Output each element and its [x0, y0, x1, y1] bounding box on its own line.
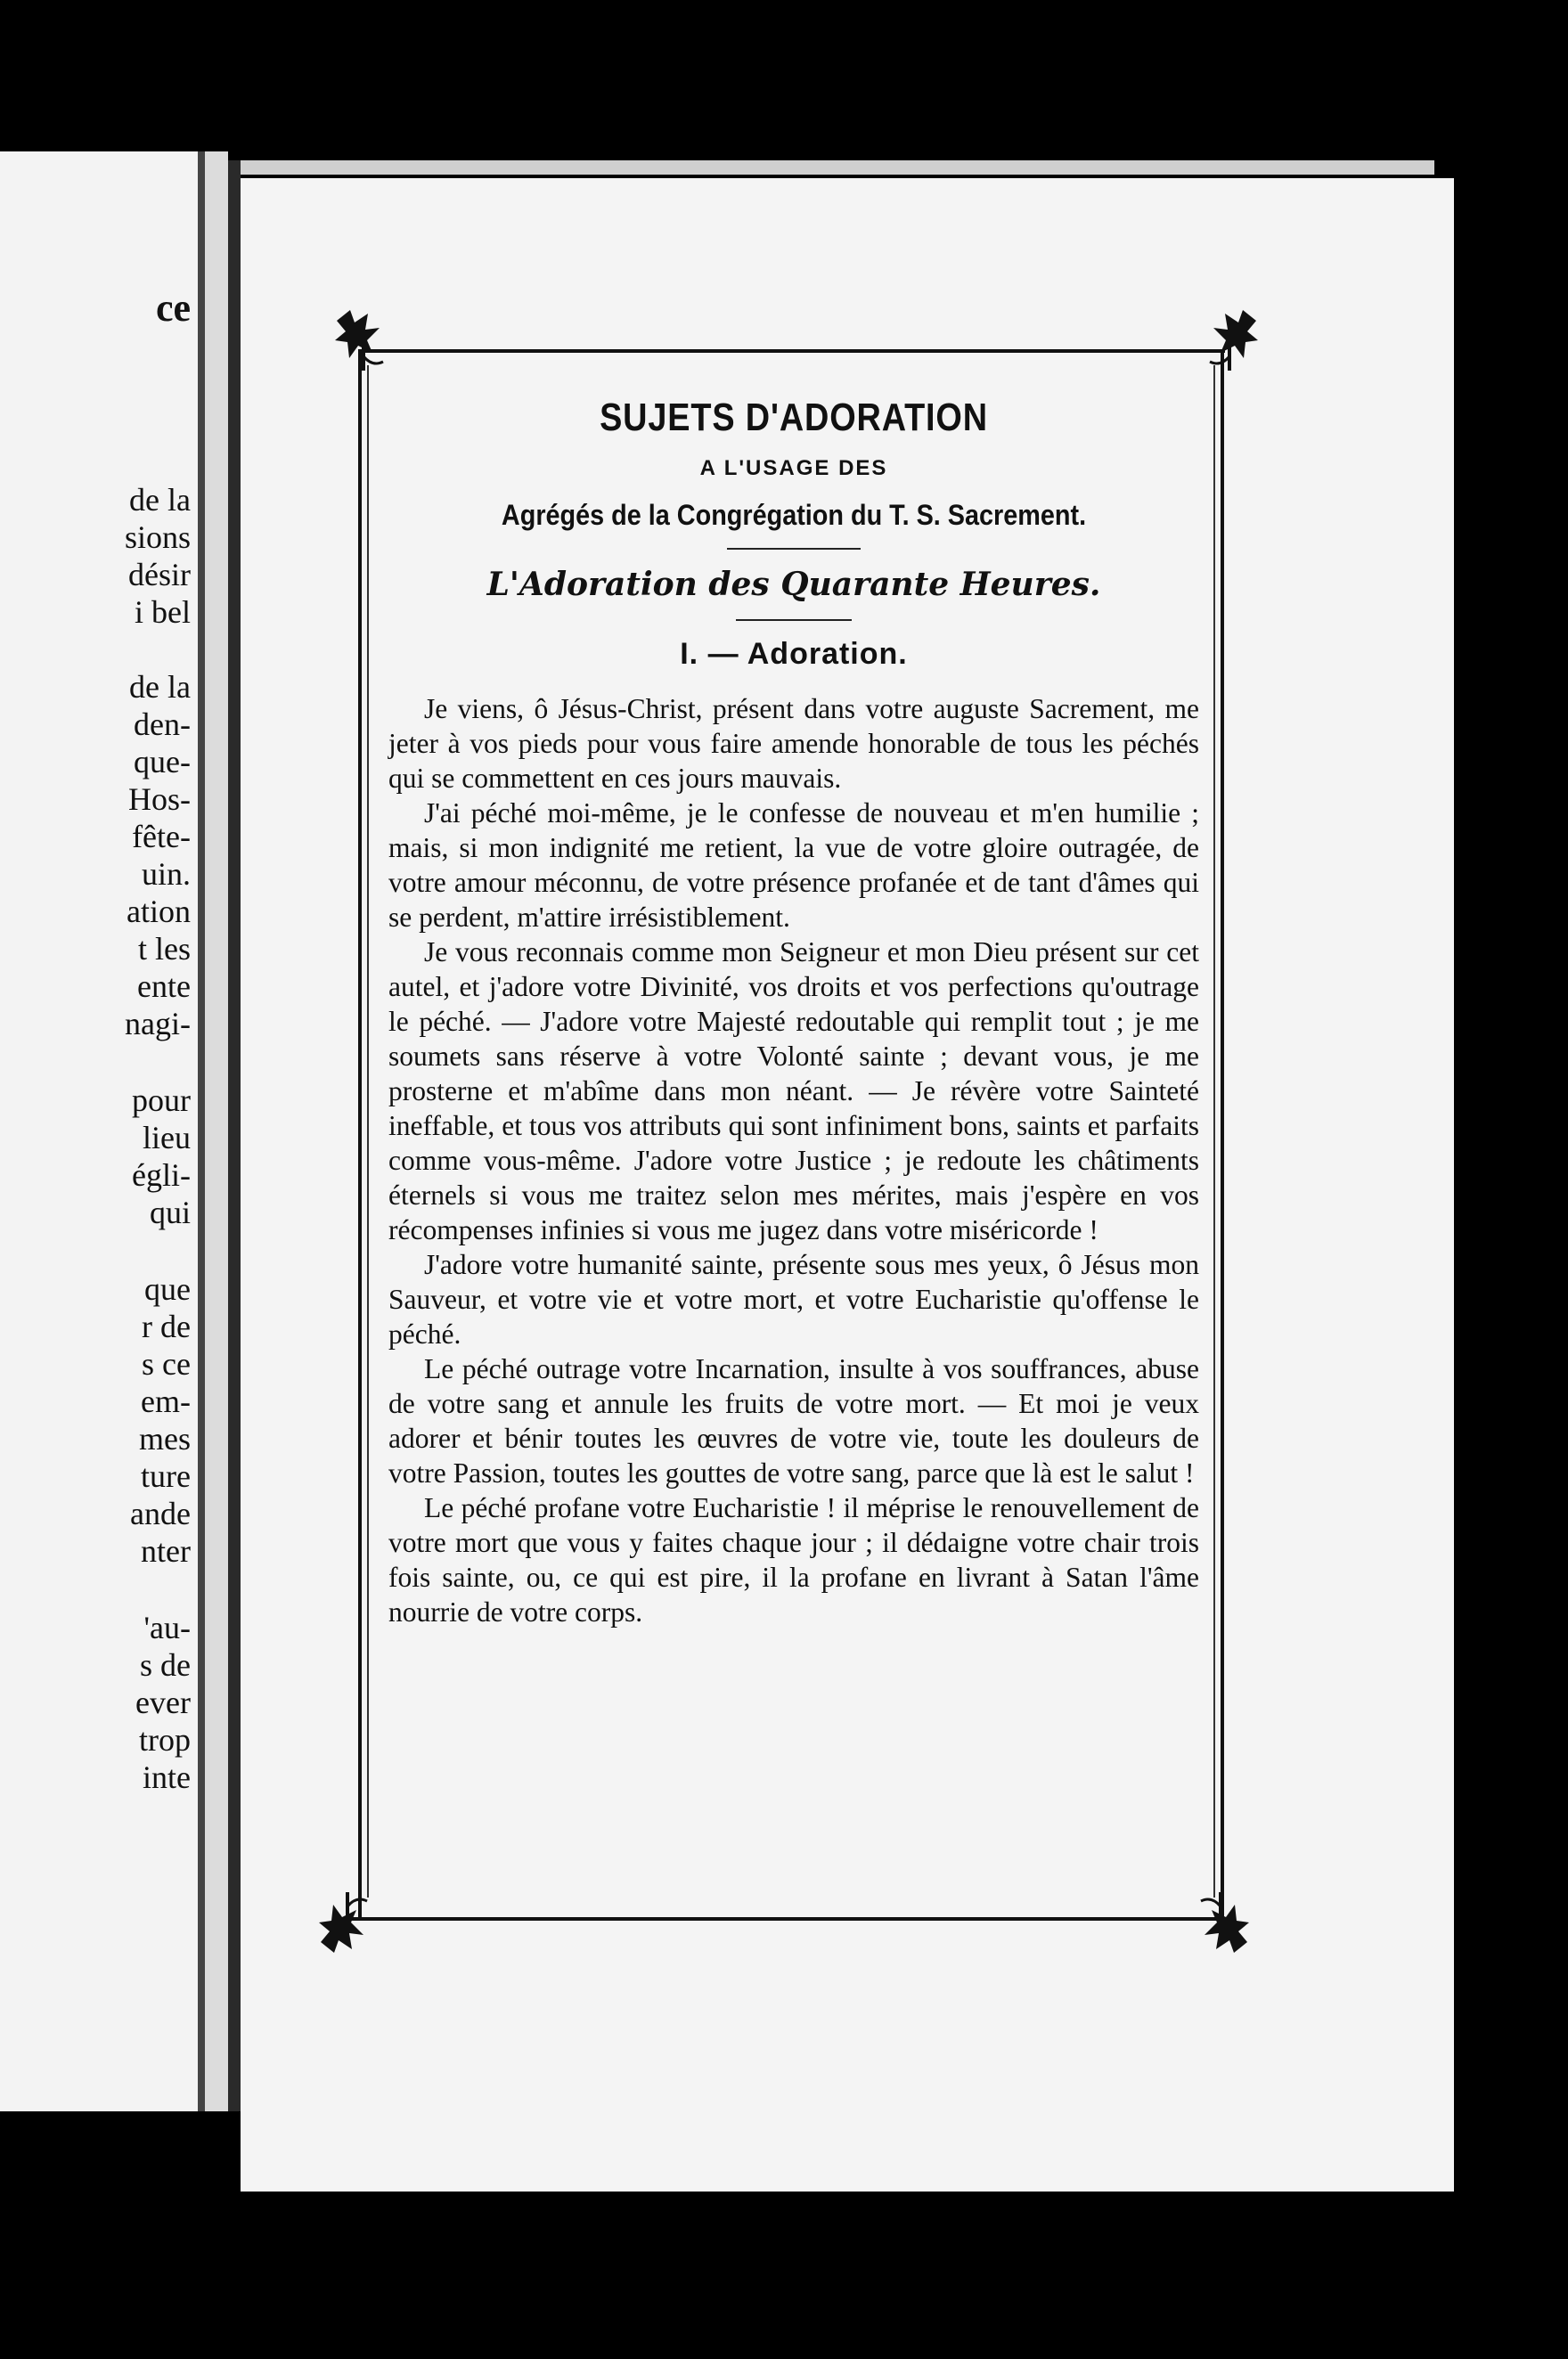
left-page-line: ever: [135, 1685, 191, 1720]
subsection-heading: I. — Adoration.: [680, 637, 908, 671]
left-page-line: ande: [130, 1496, 191, 1531]
left-page-line: pour: [132, 1082, 191, 1118]
left-page-line: r de: [142, 1309, 191, 1344]
leaf-ornament-icon: [1194, 303, 1265, 374]
left-page-line: ce: [155, 286, 191, 330]
left-page-line: de la: [129, 482, 191, 518]
left-page-line: uin.: [141, 856, 191, 892]
left-page-line: de la: [129, 669, 191, 705]
divider: [727, 548, 861, 550]
left-page-line: 'au-: [143, 1610, 191, 1645]
left-page-line: den-: [134, 706, 191, 742]
left-page-line: ente: [137, 968, 191, 1004]
leaf-ornament-icon: [312, 1889, 383, 1960]
left-page-line: ture: [141, 1458, 191, 1494]
left-page-line: lieu: [143, 1120, 191, 1155]
left-page-line: fête-: [132, 819, 191, 854]
left-page-line: em-: [141, 1384, 191, 1419]
paragraph: Je vous reconnais comme mon Seigneur et mon Dieu présent sur cet autel, et j'adore votre Divinité, vos droits et vos perfections qu'outrage le péché. — J'adore votre Majesté redoutable qui remplit tout ; je me soumets sans réserve à votre Volonté sainte ; devant vous, je me prosterne et m'abîme dans mon néant. — Je révère votre Sainteté ineffable, et tous vos attributs qui sont infiniment bons, saints et parfaits comme vous-même. J'adore votre Justice ; je redoute les châtiments éternels si vous me traitez selon mes mérites, mais j'espère en vos récompenses infinies si vous me jugez dans votre miséricorde !: [388, 936, 1199, 1245]
frame-right-inner-rule: [1213, 365, 1215, 1898]
frame-left-rule: [358, 349, 362, 1917]
left-page-line: t les: [138, 931, 191, 967]
leaf-ornament-icon: [328, 303, 399, 374]
left-page-line: i bel: [135, 594, 191, 630]
left-page-line: trop: [139, 1722, 191, 1758]
left-page-line: ation: [127, 894, 191, 929]
left-page-line: mes: [139, 1421, 191, 1457]
paragraph: J'ai péché moi-même, je le confesse de nouveau et m'en humilie ; mais, si mon indignité me retient, la vue de votre gloire outragée, de votre amour méconnu, de votre présence profanée et de tant d'âmes qui se perdent, m'attire irrésistiblement.: [388, 797, 1199, 933]
left-page: [0, 151, 198, 2111]
divider: [736, 619, 852, 621]
leaf-ornament-icon: [1185, 1889, 1256, 1960]
page-content: [388, 392, 1199, 1629]
frame-left-inner-rule: [367, 365, 369, 1898]
page-title: SUJETS D'ADORATION: [600, 396, 988, 439]
gutter: [198, 151, 205, 2111]
gutter-page-edge: [205, 151, 228, 2111]
frame-right-rule: [1221, 349, 1224, 1917]
page-subtitle-2: Agrégés de la Congrégation du T. S. Sacrement.: [501, 499, 1087, 531]
left-page-line: s de: [140, 1647, 191, 1683]
frame-bottom-rule: [349, 1917, 1227, 1921]
paragraph: Le péché outrage votre Incarnation, insulte à vos souffrances, abuse de votre sang et annule les fruits de votre mort. — Et moi je veux adorer et bénir toutes les œuvres de votre vie, toute les douleurs de votre Passion, toutes les gouttes de votre sang, parce que là est le salut !: [388, 1353, 1199, 1489]
frame-top-rule: [365, 349, 1225, 353]
left-page-line: s ce: [142, 1346, 191, 1382]
paragraph: J'adore votre humanité sainte, présente sous mes yeux, ô Jésus mon Sauveur, et votre vie et votre mort, et votre Eucharistie qu'offense le péché.: [388, 1249, 1199, 1350]
page-top-edge: [241, 160, 1434, 175]
left-page-line: sions: [124, 519, 191, 555]
left-page-line: désir: [128, 557, 191, 592]
left-page-line: égli-: [132, 1157, 191, 1193]
paragraph: Le péché profane votre Eucharistie ! il méprise le renouvellement de votre mort que vous y faites chaque jour ; il dédaigne votre chair trois fois sainte, ou, ce qui est pire, il la profane en livrant à Satan l'âme nourrie de votre corps.: [388, 1492, 1199, 1628]
page-subtitle: A L'USAGE DES: [699, 456, 888, 480]
left-page-line: nter: [141, 1533, 191, 1569]
section-heading: L'Adoration des Quarante Heures.: [486, 566, 1101, 603]
paragraph: Je viens, ô Jésus-Christ, présent dans votre auguste Sacrement, me jeter à vos pieds pour vous faire amende honorable de tous les péchés qui se commettent en ces jours mauvais.: [388, 693, 1199, 794]
left-page-line: nagi-: [125, 1006, 191, 1041]
left-page-line: que-: [134, 744, 191, 780]
left-page-line: que: [144, 1271, 191, 1307]
left-page-line: qui: [149, 1195, 191, 1230]
left-page-line: Hos-: [128, 781, 191, 817]
left-page-line: inte: [143, 1759, 191, 1795]
gutter-shadow: [228, 160, 241, 2111]
